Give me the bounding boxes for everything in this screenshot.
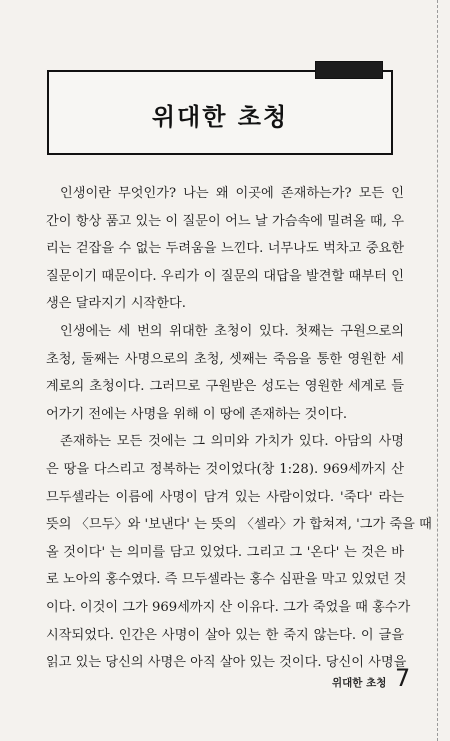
title-box — [47, 70, 393, 155]
running-title: 위대한 초청 — [332, 677, 387, 689]
page-number: 7 — [395, 664, 411, 692]
text-line: 어가기 전에는 사명을 위해 이 땅에 존재하는 것이다. — [46, 406, 348, 422]
text-line: 뜻의 〈므두〉와 '보낸다' 는 뜻의 〈셀라〉가 합쳐져, '그가 죽을 때 — [46, 517, 432, 533]
text-line: 읽고 있는 당신의 사명은 아직 살아 있는 것이다. 당신이 사명을 — [46, 655, 407, 671]
text-line: 초청, 둘째는 사명으로의 초청, 셋째는 죽음을 통한 영원한 세 — [46, 351, 404, 367]
page-edge-rule — [437, 0, 438, 741]
text-line: 은 땅을 다스리고 정복하는 것이었다(창 1:28). 969세까지 산 — [46, 461, 404, 477]
text-line: 생은 달라지기 시작한다. — [46, 296, 186, 312]
body-text — [46, 180, 432, 677]
page-footer — [300, 664, 410, 694]
text-line: 질문이기 때문이다. 우리가 이 질문의 대답을 발견할 때부터 인 — [46, 268, 404, 284]
text-line: 인생이란 무엇인가? 나는 왜 이곳에 존재하는가? 모든 인 — [60, 186, 404, 201]
text-line: 이다. 이것이 그가 969세까지 산 이유다. 그가 죽었을 때 홍수가 — [46, 599, 411, 615]
chapter-tab — [315, 61, 383, 79]
text-line: 올 것이다' 는 의미를 담고 있었다. 그리고 그 '온다' 는 것은 바 — [46, 544, 404, 560]
text-line: 시작되었다. 인간은 사명이 살아 있는 한 죽지 않는다. 이 글을 — [46, 627, 404, 643]
text-line: 존재하는 모든 것에는 그 의미와 가치가 있다. 아담의 사명 — [60, 434, 404, 450]
chapter-title: 위대한 초청 — [151, 103, 289, 131]
text-line: 계로의 초청이다. 그러므로 구원받은 성도는 영원한 세계로 들 — [46, 379, 404, 395]
text-line: 므두셀라는 이름에 사명이 담겨 있는 사람이었다. '죽다' 라는 — [46, 489, 404, 505]
text-line: 간이 항상 품고 있는 이 질문이 어느 날 가슴속에 밀려올 때, 우 — [46, 213, 404, 229]
text-line: 리는 걷잡을 수 없는 두려움을 느낀다. 너무나도 벅차고 중요한 — [46, 241, 404, 257]
text-line: 인생에는 세 번의 위대한 초청이 있다. 첫째는 구원으로의 — [60, 323, 404, 339]
text-line: 로 노아의 홍수였다. 즉 므두셀라는 홍수 심판을 막고 있었던 것 — [46, 572, 407, 588]
